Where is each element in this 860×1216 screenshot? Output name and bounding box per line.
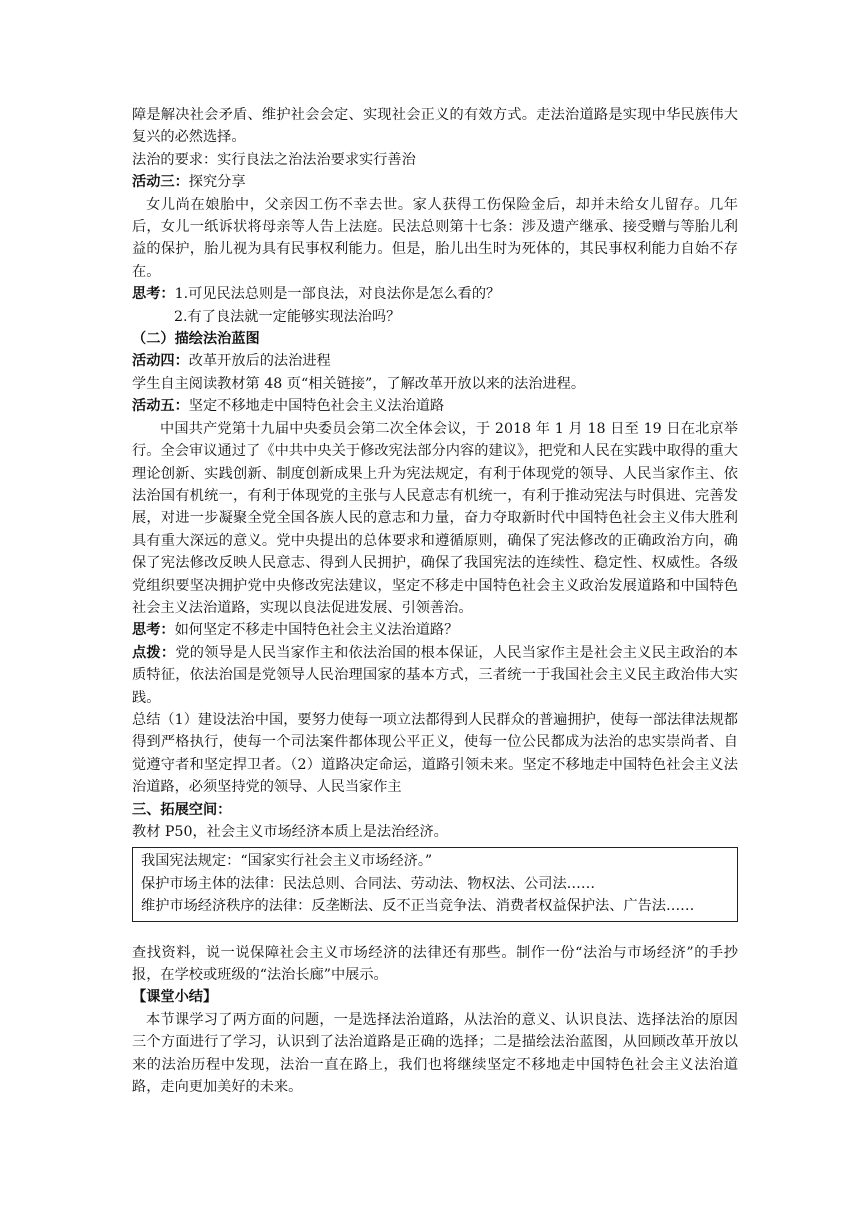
section-3-heading: 三、拓展空间： xyxy=(132,801,232,818)
activity-5-label: 活动五： xyxy=(132,398,189,415)
party-plenary-paragraph: 中国共产党第十九届中央委员会第二次全体会议，于 2018 年 1 月 18 日至 19 日在北京举行。全会审议通过了《中共中央关于修改宪法部分内容的建议》，把党和人民在实践中取得的重大理论创新、实践创新、制度创新成果上升为宪法规定，有利于体现党的领导、人民当家作主、依法治国有机统一，有利于体现党的主张与人民意志有机统一，有利于推动宪法与时俱进、完善发展，对进一步凝聚全党全国各族人民的意志和力量，奋力夺取新时代中国特色社会主义伟大胜利具有重大深远的意义。党中央提出的总体要求和遵循原则，确保了宪法修改的正确政治方向，确保了宪法修改反映人民意志、得到人民拥护，确保了我国宪法的连续性、稳定性、权威性。各级党组织要坚决拥护党中央修改宪法建议，坚定不移走中国特色社会主义政治发展道路和中国特色社会主义法治道路，实现以良法促进发展、引领善治。 xyxy=(132,420,738,616)
think-question-1 xyxy=(132,283,738,305)
rule-of-law-requirement: 法治的要求：实行良法之治法治要求实行善治 xyxy=(132,151,416,168)
think-2-label: 思考： xyxy=(132,622,175,639)
activity-4-reading: 学生自主阅读教材第 48 页“相关链接”，了解改革开放以来的法治进程。 xyxy=(132,375,586,392)
box-line: 保护市场主体的法律：民法总则、合同法、劳动法、物权法、公司法…… xyxy=(141,875,596,892)
class-summary-text: 本节课学习了两方面的问题，一是选择法治道路，从法治的意义、认识良法、选择法治的原因三个方面进行了学习，认识到了法治道路是正确的选择；二是描绘法治蓝图，从回顾改革开放以来的法治历程中发现，法治一直在路上，我们也将继续坚定不移地走中国特色社会主义法治道路，走向更加美好的未来。 xyxy=(132,1011,738,1096)
task-paragraph: 查找资料，说一说保障社会主义市场经济的法律还有那些。制作一份“法治与市场经济”的手抄报，在学校或班级的“法治长廊”中展示。 xyxy=(132,944,738,984)
intro-paragraph: 障是解决社会矛盾、维护社会会定、实现社会正义的有效方式。走法治道路是实现中华民族伟大复兴的必然选择。 xyxy=(132,107,738,146)
activity-4-text: 改革开放后的法治进程 xyxy=(188,353,331,370)
tip-label: 点拨： xyxy=(132,644,176,661)
tip-text: 党的领导是人民当家作主和依法治国的根本保证，人民当家作主是社会主义民主政治的本质特征，依法治国是党领导人民治理国家的基本方式，三者统一于我国社会主义民主政治伟大实践。 xyxy=(132,644,738,706)
summary-paragraph: 总结（1）建设法治中国，要努力使每一项立法都得到人民群众的普遍拥护，使每一部法律法规都得到严格执行，使每一个司法案件都体现公平正义，使每一位公民都成为法治的忠实崇尚者、自觉遵守者和坚定捍卫者。（2）道路决定命运，道路引领未来。坚定不移地走中国特色社会主义法治道路，必须坚持党的领导、人民当家作主 xyxy=(132,711,738,796)
case-story: 女儿尚在娘胎中，父亲因工伤不幸去世。家人获得工伤保险金后，却并未给女儿留存。几年后，女儿一纸诉状将母亲等人告上法庭。民法总则第十七条：涉及遗产继承、接受赠与等胎儿利益的保护，胎儿视为具有民事权利能力。但是，胎儿出生时为死体的，其民事权利能力自始不存在。 xyxy=(132,196,738,280)
activity-3-text: 探究分享 xyxy=(188,174,246,191)
activity-3 xyxy=(132,171,738,193)
activity-3-label: 活动三： xyxy=(132,174,189,191)
tip-paragraph xyxy=(132,642,738,709)
activity-4-label: 活动四： xyxy=(132,353,189,370)
section-2-heading: （二）描绘法治蓝图 xyxy=(132,331,260,348)
think-q2: 2.有了良法就一定能够实现法治吗？ xyxy=(174,308,401,325)
document-page xyxy=(132,104,738,1098)
box-line: 维护市场经济秩序的法律：反垄断法、反不正当竞争法、消费者权益保护法、广告法…… xyxy=(141,898,695,915)
class-summary-title: 【课堂小结】 xyxy=(132,989,218,1006)
activity-5-text: 坚定不移地走中国特色社会主义法治道路 xyxy=(188,398,445,415)
think-label: 思考： xyxy=(132,286,175,303)
law-box xyxy=(132,847,738,921)
textbook-note: 教材 P50，社会主义市场经济本质上是法治经济。 xyxy=(132,824,448,840)
think-question-2 xyxy=(132,619,738,641)
think-q1: 1.可见民法总则是一部良法，对良法你是怎么看的？ xyxy=(174,286,501,303)
activity-5 xyxy=(132,395,738,417)
think-2-text: 如何坚定不移走中国特色社会主义法治道路？ xyxy=(174,622,459,639)
activity-4 xyxy=(132,350,738,372)
box-line: 我国宪法规定：“国家实行社会主义市场经济。” xyxy=(141,853,433,870)
